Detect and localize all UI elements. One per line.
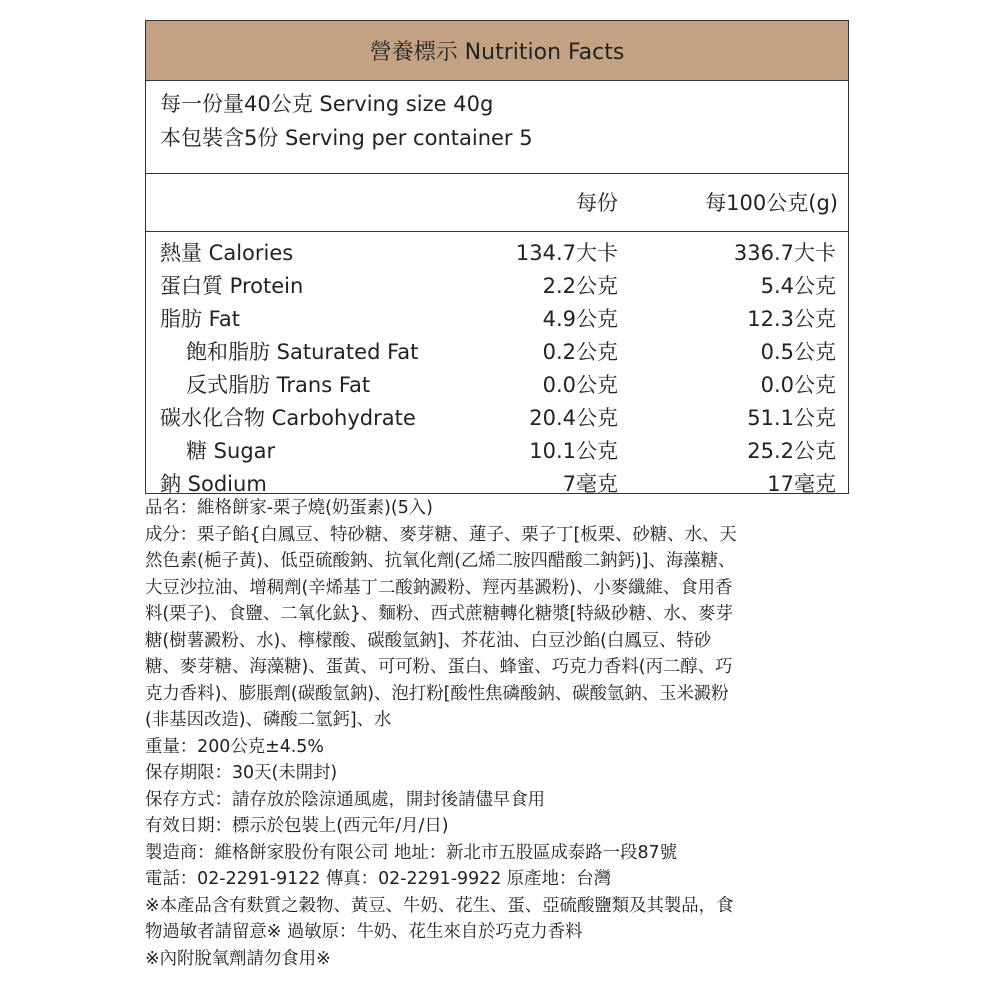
product-info bbox=[145, 495, 855, 972]
manufacturer: 製造商：維格餅家股份有限公司 地址：新北市五股區成泰路一段87號 bbox=[145, 842, 677, 863]
nutrient-per-serving: 0.2公克 bbox=[542, 340, 618, 364]
nutrient-per-100g: 51.1公克 bbox=[747, 406, 836, 430]
nutrient-row-saturated-fat bbox=[146, 336, 848, 369]
allergen-notice: 物過敏者請留意※ 過敏原：牛奶、花生來自於巧克力香料 bbox=[145, 922, 583, 942]
column-per-100g: 每100公克(g) bbox=[705, 191, 838, 215]
nutrient-per-serving: 2.2公克 bbox=[542, 274, 618, 298]
nutrient-row-carbohydrate bbox=[146, 402, 848, 435]
column-headers bbox=[146, 174, 848, 232]
nutrition-facts-table bbox=[145, 20, 849, 494]
ingredients-line: 糖、麥芽糖、海藻糖)、蛋黃、可可粉、蛋白、蜂蜜、巧克力香料(丙二醇、巧 bbox=[145, 657, 733, 677]
contact-origin: 電話：02-2291-9122 傳真：02-2291-9922 原產地：台灣 bbox=[145, 869, 612, 889]
product-name: 品名：維格餅家-栗子燒(奶蛋素)(5入) bbox=[145, 498, 433, 518]
nutrient-name: 鈉 Sodium bbox=[160, 472, 267, 496]
serving-info bbox=[146, 81, 848, 174]
ingredients-line: 糖(樹薯澱粉、水)、檸檬酸、碳酸氫鈉]、芥花油、白豆沙餡(白鳳豆、特砂 bbox=[145, 630, 712, 651]
nutrient-per-serving: 7毫克 bbox=[562, 472, 618, 496]
ingredients-line: 克力香料)、膨脹劑(碳酸氫鈉)、泡打粉[酸性焦磷酸鈉、碳酸氫鈉、玉米澱粉 bbox=[145, 683, 729, 704]
storage-method: 保存方式：請存放於陰涼通風處，開封後請儘早食用 bbox=[145, 789, 545, 810]
nutrient-per-100g: 25.2公克 bbox=[747, 439, 836, 463]
nutrient-per-serving: 20.4公克 bbox=[529, 406, 618, 430]
column-per-serving: 每份 bbox=[576, 191, 618, 215]
nutrient-rows bbox=[146, 232, 848, 501]
servings-per-container: 本包裝含5份 Serving per container 5 bbox=[160, 126, 533, 150]
ingredients-line: 料(栗子)、食鹽、二氧化鈦}、麵粉、西式蔗糖轉化糖漿[特級砂糖、水、麥芽 bbox=[145, 604, 733, 624]
nutrient-per-100g: 0.5公克 bbox=[760, 340, 836, 364]
nutrient-name: 熱量 Calories bbox=[160, 241, 294, 265]
nutrient-per-100g: 5.4公克 bbox=[760, 274, 836, 298]
expiry-date: 有效日期：標示於包裝上(西元年/月/日) bbox=[145, 816, 449, 836]
nutrient-per-100g: 0.0公克 bbox=[760, 373, 836, 397]
nutrient-name: 糖 Sugar bbox=[186, 439, 276, 463]
nutrition-facts-title: 營養標示 Nutrition Facts bbox=[146, 21, 848, 81]
nutrient-per-100g: 12.3公克 bbox=[747, 307, 836, 331]
nutrient-per-serving: 0.0公克 bbox=[542, 373, 618, 397]
ingredients-line: 成分：栗子餡{白鳳豆、特砂糖、麥芽糖、蓮子、栗子丁[板栗、砂糖、水、天 bbox=[145, 524, 737, 545]
nutrient-per-100g: 17毫克 bbox=[767, 472, 836, 496]
nutrient-per-100g: 336.7大卡 bbox=[733, 241, 836, 265]
nutrient-name: 脂肪 Fat bbox=[160, 307, 240, 331]
ingredients-line: (非基因改造)、磷酸二氫鈣]、水 bbox=[145, 710, 392, 730]
nutrient-row-calories bbox=[146, 237, 848, 270]
nutrient-name: 碳水化合物 Carbohydrate bbox=[160, 406, 416, 430]
oxygen-absorber-warning: ※內附脫氧劑請勿食用※ bbox=[145, 948, 331, 969]
nutrient-name: 反式脂肪 Trans Fat bbox=[186, 373, 371, 397]
ingredients-line: 大豆沙拉油、增稠劑(辛烯基丁二酸鈉澱粉、羥丙基澱粉)、小麥纖維、食用香 bbox=[145, 577, 733, 598]
weight: 重量：200公克±4.5% bbox=[145, 736, 324, 757]
nutrient-row-trans-fat bbox=[146, 369, 848, 402]
shelf-life: 保存期限：30天(未開封) bbox=[145, 763, 338, 783]
nutrient-per-serving: 134.7大卡 bbox=[515, 241, 618, 265]
nutrient-row-protein bbox=[146, 270, 848, 303]
nutrient-per-serving: 10.1公克 bbox=[529, 439, 618, 463]
allergen-notice: ※本產品含有麩質之穀物、黃豆、牛奶、花生、蛋、亞硫酸鹽類及其製品，食 bbox=[145, 895, 734, 916]
nutrient-row-sugar bbox=[146, 435, 848, 468]
ingredients-line: 然色素(梔子黃)、低亞硫酸鈉、抗氧化劑(乙烯二胺四醋酸二鈉鈣)]、海藻糖、 bbox=[145, 551, 736, 571]
nutrient-per-serving: 4.9公克 bbox=[542, 307, 618, 331]
serving-size: 每一份量40公克 Serving size 40g bbox=[160, 92, 494, 116]
nutrient-row-fat bbox=[146, 303, 848, 336]
nutrient-name: 飽和脂肪 Saturated Fat bbox=[186, 340, 419, 364]
nutrient-name: 蛋白質 Protein bbox=[160, 274, 304, 298]
